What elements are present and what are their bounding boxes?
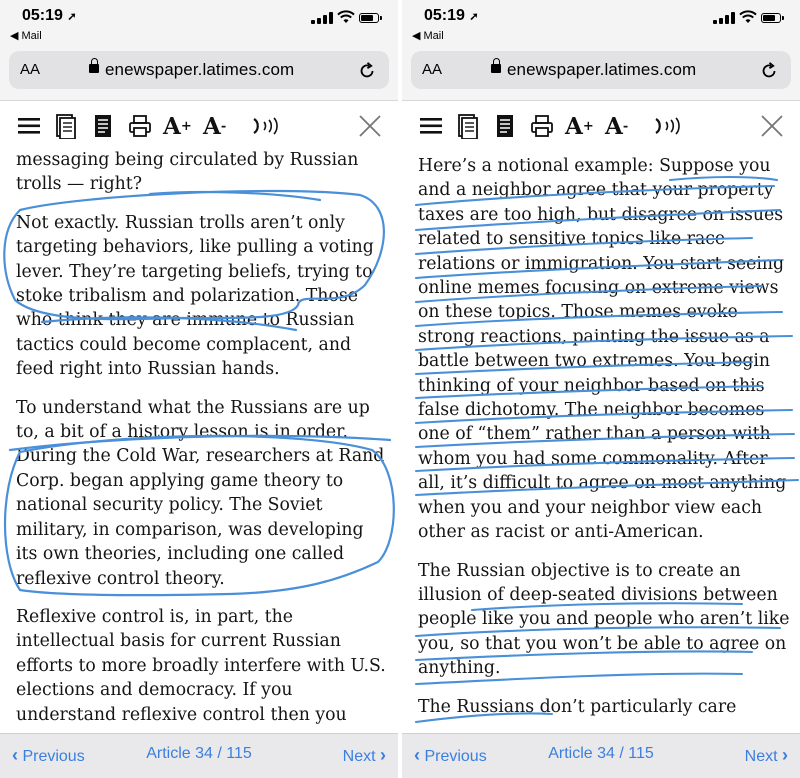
status-time: 05:19 ➚ [22,7,77,24]
status-bar [402,0,800,46]
text-bigger-icon[interactable]: A + [163,112,192,140]
article-paragraph: Reflexive control is, in part, the intellectual basis for current Russian efforts to more broadly interfere with U.S. elections and democracy. If you understand reflexive control then you [16,606,386,725]
back-to-mail-link[interactable]: ◀ Mail [412,30,444,42]
reload-icon[interactable] [357,61,377,81]
previous-article-button[interactable]: ‹ Previous [414,745,487,765]
reader-toolbar [402,101,800,149]
page-icon[interactable] [457,113,479,139]
text-size-button[interactable]: AA [422,61,443,78]
article-paragraph: Here’s a notional example: Suppose you and a neighbor agree that your property taxes are too high, but disagree on issues related to sensitive topics like race relations or immigration. You start seeing online memes focusing on extreme views on these topics. Those memes evoke strong reactions, painting the issue as a battle between two extremes. You begin thinking of your neighbor based on this false dichotomy. The neighbor becomes one of “them” rather than a person with whom you had some commonality. After all, it’s difficult to agree on most anything when you and your neighbor view each other as racist or anti-American. [418,156,787,543]
location-arrow-icon: ➚ [469,11,479,23]
screenshot-right [402,0,800,778]
next-article-button[interactable]: Next › [342,745,386,765]
close-icon[interactable] [760,113,784,139]
screenshot-left [0,0,398,778]
close-icon[interactable] [358,113,382,139]
browser-address-area [402,46,800,101]
wifi-icon [739,10,757,24]
battery-icon [359,13,379,23]
read-aloud-icon[interactable] [652,113,686,139]
status-bar [0,0,398,46]
print-icon[interactable] [530,113,554,139]
previous-article-button[interactable]: ‹ Previous [12,745,85,765]
reload-icon[interactable] [759,61,779,81]
text-smaller-icon[interactable]: A - [203,112,227,140]
article-paragraph: Not exactly. Russian trolls aren’t only targeting behaviors, like pulling a voting lever. They’re targeting beliefs, trying to stoke tribalism and polarization. Those who think they are immune to Russian tactics could become complacent, and feed right into Russian hands. [16,212,374,380]
article-body [16,148,390,734]
text-size-button[interactable]: AA [20,61,41,78]
status-time: 05:19 ➚ [424,7,479,24]
url-domain[interactable]: enewspaper.latimes.com [105,60,295,79]
url-domain[interactable]: enewspaper.latimes.com [507,60,697,79]
chevron-left-icon: ‹ [12,745,18,765]
page-icon[interactable] [55,113,77,139]
article-paragraph: The Russian objective is to create an illusion of deep-seated divisions between people like you and people who aren’t like you, so that you won’t be able to agree on anything. [418,560,790,679]
article-navigation [0,733,398,778]
article-paragraph: messaging being circulated by Russian trolls — right? [16,150,359,195]
article-counter: Article 34 / 115 [146,745,252,762]
next-article-button[interactable]: Next › [744,745,788,765]
article-body [418,154,792,734]
article-paragraph: The Russians don’t particularly care [418,696,737,717]
address-bar[interactable] [9,51,389,89]
document-icon[interactable] [494,113,516,139]
article-counter: Article 34 / 115 [548,745,654,762]
chevron-left-icon: ‹ [414,745,420,765]
signal-icon [713,12,735,24]
article-paragraph: To understand what the Russians are up to, a bit of a history lesson is in order. During the Cold War, researchers at Rand Corp. began applying game theory to national security policy. The Soviet military, in comparison, was developing its own theories, including one called reflexive control theory. [16,397,385,589]
lock-icon [89,64,99,73]
battery-icon [761,13,781,23]
menu-icon[interactable] [17,113,41,139]
browser-address-area [0,46,398,101]
menu-icon[interactable] [419,113,443,139]
back-to-mail-link[interactable]: ◀ Mail [10,30,42,42]
document-icon[interactable] [92,113,114,139]
location-arrow-icon: ➚ [67,11,77,23]
lock-icon [491,64,501,73]
print-icon[interactable] [128,113,152,139]
text-bigger-icon[interactable]: A + [565,112,594,140]
chevron-right-icon: › [380,745,386,765]
article-navigation [402,733,800,778]
address-bar[interactable] [411,51,791,89]
chevron-right-icon: › [782,745,788,765]
text-smaller-icon[interactable]: A - [605,112,629,140]
read-aloud-icon[interactable] [250,113,284,139]
reader-toolbar [0,101,398,149]
wifi-icon [337,10,355,24]
signal-icon [311,12,333,24]
